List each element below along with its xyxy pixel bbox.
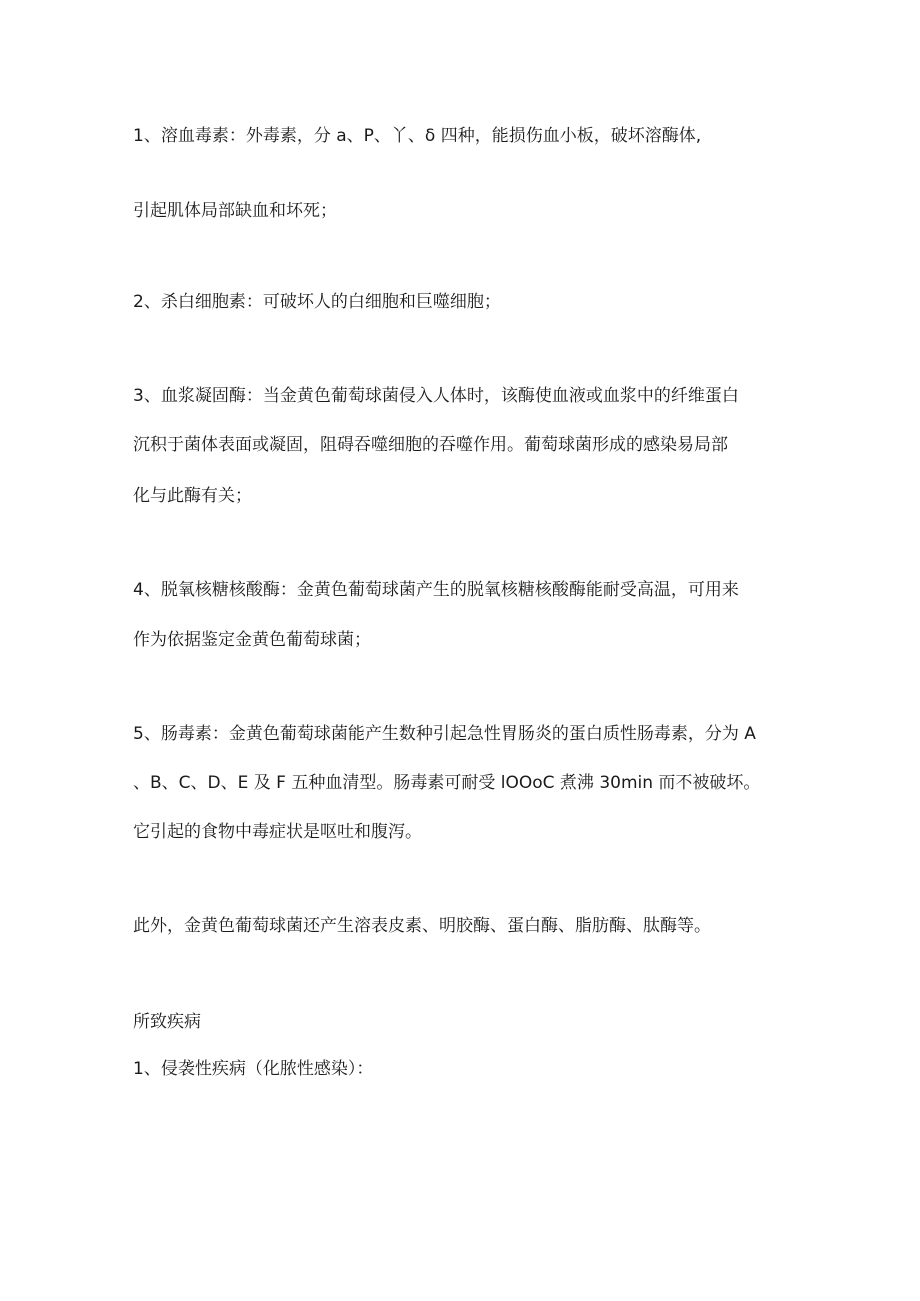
text-line: 2、杀白细胞素：可破坏人的白细胞和巨噬细胞； xyxy=(133,292,501,312)
text-line: 沉积于菌体表面或凝固，阻碍吞噬细胞的吞噬作用。葡萄球菌形成的感染易局部 xyxy=(133,435,728,455)
text-line: 5、肠毒素：金黄色葡萄球菌能产生数种引起急性胃肠炎的蛋白质性肠毒素，分为 A xyxy=(133,724,756,744)
text-line: 4、脱氧核糖核酸酶：金黄色葡萄球菌产生的脱氧核糖核酸酶能耐受高温，可用来 xyxy=(133,580,739,600)
section-heading: 所致疾病 xyxy=(133,1012,201,1032)
text-line: 化与此酶有关； xyxy=(133,486,252,506)
text-line: 3、血浆凝固酶：当金黄色葡萄球菌侵入人体时，该酶使血液或血浆中的纤维蛋白 xyxy=(133,386,739,406)
text-line: 1、侵袭性疾病（化脓性感染）： xyxy=(133,1059,374,1079)
text-line: 1、溶血毒素：外毒素，分 a、P、丫、δ 四种，能损伤血小板，破坏溶酶体, xyxy=(133,126,702,146)
text-line: 引起肌体局部缺血和坏死； xyxy=(133,201,337,221)
text-line: 、B、C、D、E 及 F 五种血清型。肠毒素可耐受 lOOoC 煮沸 30min 而不被破坏。 xyxy=(133,773,761,793)
text-line: 它引起的食物中毒症状是呕吐和腹泻。 xyxy=(133,822,422,842)
text-line: 作为依据鉴定金黄色葡萄球菌； xyxy=(133,630,371,650)
text-line: 此外，金黄色葡萄球菌还产生溶表皮素、明胶酶、蛋白酶、脂肪酶、肽酶等。 xyxy=(133,916,711,936)
